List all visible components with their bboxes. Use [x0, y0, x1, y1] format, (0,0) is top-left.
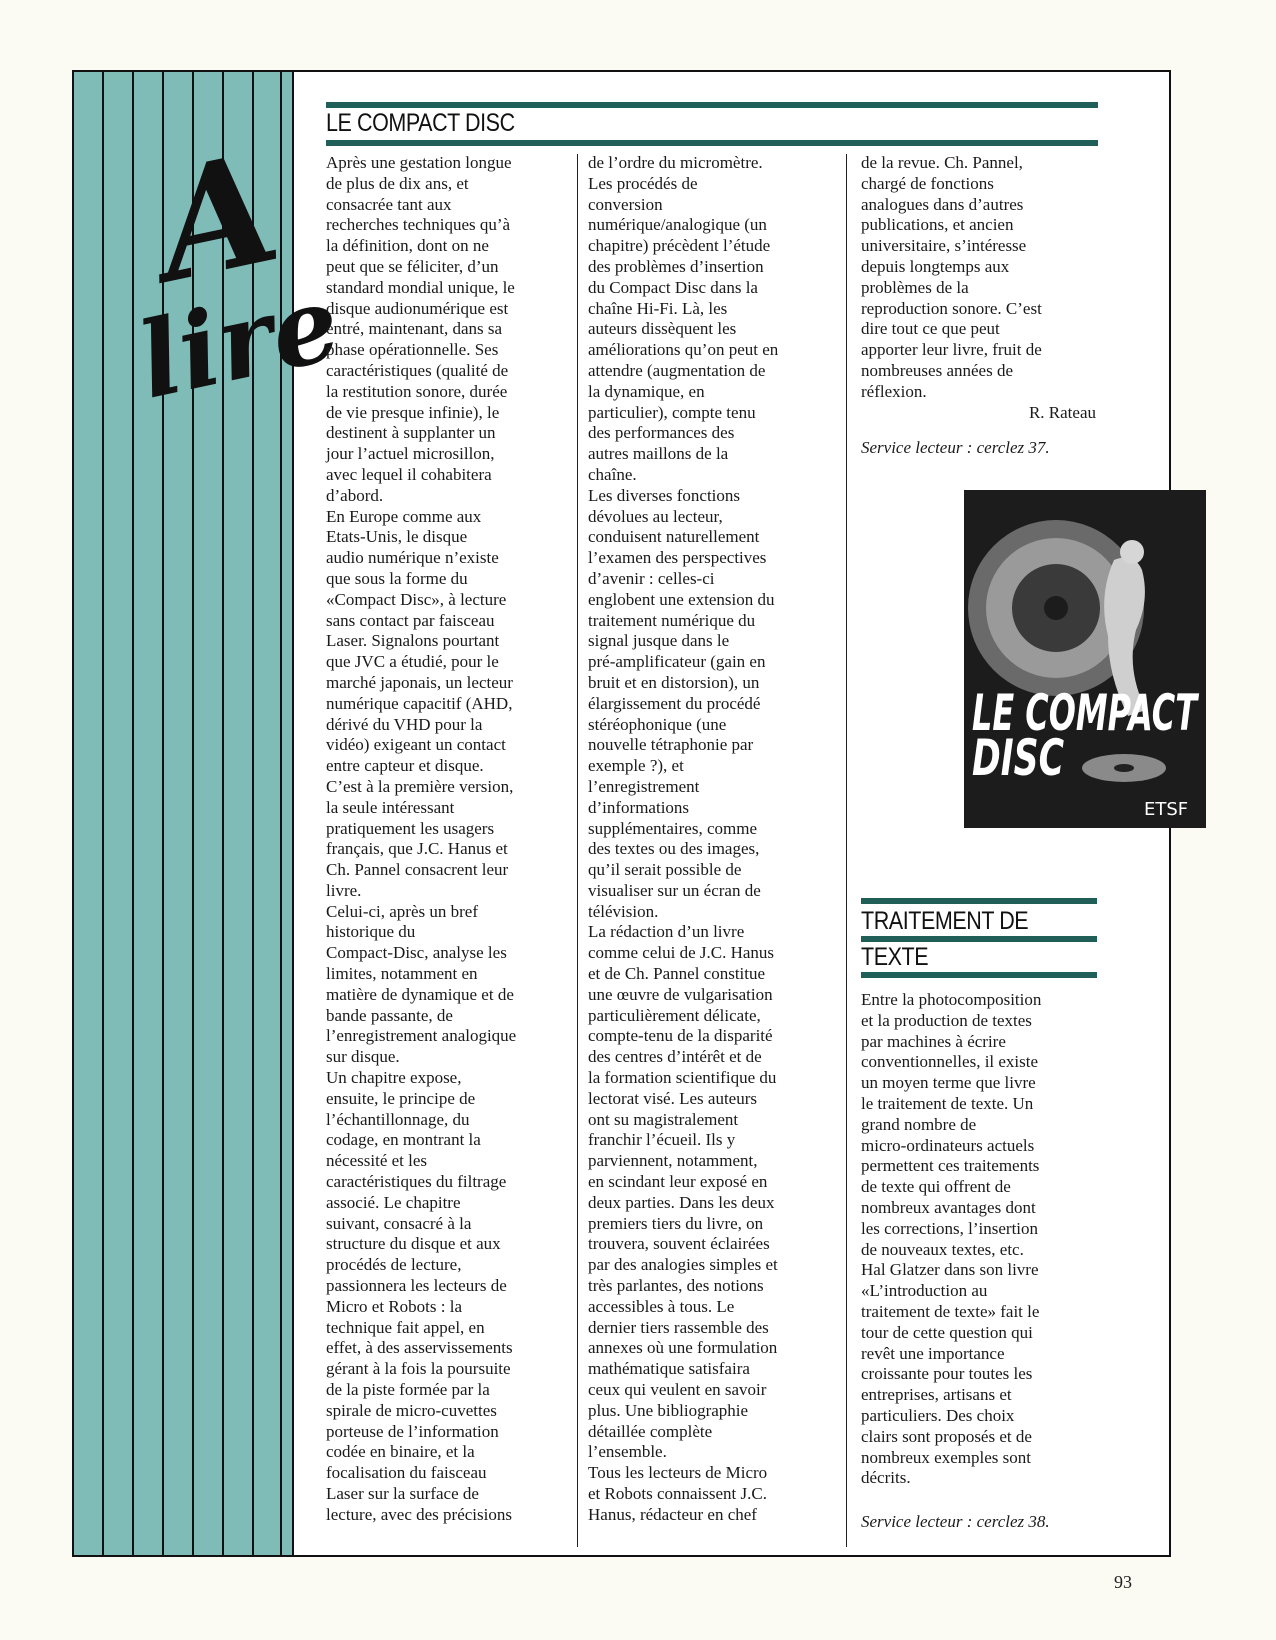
book-cover-image	[964, 490, 1206, 828]
section-stripe-band	[74, 72, 350, 1555]
book-cover-art	[964, 490, 1206, 828]
logo-word-lire: lire	[128, 260, 350, 423]
cover-title-line2: DISC	[972, 729, 1065, 787]
logo-letter-a: A	[141, 119, 293, 317]
column-rule	[577, 154, 578, 1547]
heading-bar-bottom	[861, 972, 1097, 978]
heading-bar-bottom	[326, 140, 1098, 146]
content-area	[296, 72, 1200, 1555]
service-lecteur-37: Service lecteur : cerclez 37.	[861, 438, 1050, 457]
article-title-traitement-line2: TEXTE	[861, 943, 929, 971]
article-column-2: de l’ordre du micromètre. Les procédés de conversion numérique/analogique (un chapitre) précèdent l’étude des problèmes d’insertion du Compact Disc dans la chaîne Hi-Fi. Là, les auteurs dissèquent les améliorations qu’on peut en attendre (augmentation de la dynamique, en particulier), compte tenu des performances des autres maillons de la chaîne. Les diverses fonctions dévolues au lecteur, conduisent naturellement l’examen des perspectives d’avenir : celles-ci englobent une extension du traitement numérique du signal jusque dans le pré-amplificateur (gain en bruit et en distorsion), un élargissement du procédé stéréophonique (une nouvelle tétraphonie par exemple ?), et l’enregistrement d’informations supplémentaires, comme des textes ou des images, qu’il serait possible de visualiser sur un écran de télévision. La rédaction d’un livre comme celui de J.C. Hanus et de Ch. Pannel constitue une œuvre de vulgarisation particulièrement délicate, compte-tenu de la disparité des centres d’intérêt et de la formation scientifique du lectorat visé. Les auteurs ont su magistralement franchir l’écueil. Ils y parviennent, notamment, en scindant leur exposé en deux parties. Dans les deux premiers tiers du livre, on trouvera, souvent éclairées par des analogies simples et très parlantes, des notions accessibles à tous. Le dernier tiers rassemble des annexes où une formulation mathématique satisfaira ceux qui veulent en savoir plus. Une bibliographie détaillée complète l’ensemble. Tous les lecteurs de Micro et Robots connaissent J.C. Hanus, rédacteur en chef	[588, 153, 779, 1524]
service-lecteur-38: Service lecteur : cerclez 38.	[861, 1512, 1050, 1531]
article-title-traitement-line1: TRAITEMENT DE	[861, 907, 1029, 935]
cover-publisher-logo: ETSF	[1144, 799, 1189, 820]
page-frame	[72, 70, 1200, 1557]
section-logo-a-lire	[114, 119, 350, 423]
page-number: 93	[1114, 1572, 1132, 1592]
stripe-line	[102, 72, 104, 1555]
article-column-3: de la revue. Ch. Pannel, chargé de fonctions analogues dans d’autres publications, et ancien universitaire, s’intéresse depuis longtemps aux problèmes de la reproduction sonore. C’est dire tout ce que peut apporter leur livre, fruit de nombreuses années de réflexion.	[861, 153, 1042, 401]
column-rule	[846, 154, 847, 1547]
cover-title-line1: LE COMPACT	[972, 684, 1200, 742]
heading-bar-top	[861, 898, 1097, 904]
article2-body: Entre la photocomposition et la production de textes par machines à écrire conventionnelles, il existe un moyen terme que livre le traitement de texte. Un grand nombre de micro-ordinateurs actuels permettent ces traitements de texte qui offrent de nombreux avantages dont les corrections, l’insertion de nouveaux textes, etc. Hal Glatzer dans son livre «L’introduction au traitement de texte» fait le tour de cette question qui revêt une importance croissante pour toutes les entreprises, artisans et particuliers. Des choix clairs sont proposés et de nombreux exemples sont décrits.	[861, 990, 1042, 1488]
article-column-1: Après une gestation longue de plus de dix ans, et consacrée tant aux recherches techniques qu’à la définition, dont on ne peut que se féliciter, d’un standard mondial unique, le disque audionumérique est entré, maintenant, dans sa phase opérationnelle. Ses caractéristiques (qualité de la restitution sonore, durée de vie presque infinie), le destinent à supplanter un jour l’actuel microsillon, avec lequel il cohabitera d’abord. En Europe comme aux Etats-Unis, le disque audio numérique n’existe que sous la forme du «Compact Disc», à lecture sans contact par faisceau Laser. Signalons pourtant que JVC a étudié, pour le marché japonais, un lecteur numérique capacitif (AHD, dérivé du VHD pour la vidéo) exigeant un contact entre capteur et disque. C’est à la première version, la seule intéressant pratiquement les usagers français, que J.C. Hanus et Ch. Pannel consacrent leur livre. Celui-ci, après un bref historique du Compact-Disc, analyse les limites, notamment en matière de dynamique et de bande passante, de l’enregistrement analogique sur disque. Un chapitre expose, ensuite, le principe de l’échantillonnage, du codage, en montrant la nécessité et les caractéristiques du filtrage associé. Le chapitre suivant, consacré à la structure du disque et aux procédés de lecture, passionnera les lecteurs de Micro et Robots : la technique fait appel, en effet, à des asservissements gérant à la fois la poursuite de la piste formée par la spirale de micro-cuvettes porteuse de l’information codée en binaire, et la focalisation du faisceau Laser sur la surface de lecture, avec des précisions	[326, 153, 517, 1524]
article-author: R. Rateau	[1028, 403, 1096, 422]
article-title-compact-disc: LE COMPACT DISC	[326, 109, 515, 137]
